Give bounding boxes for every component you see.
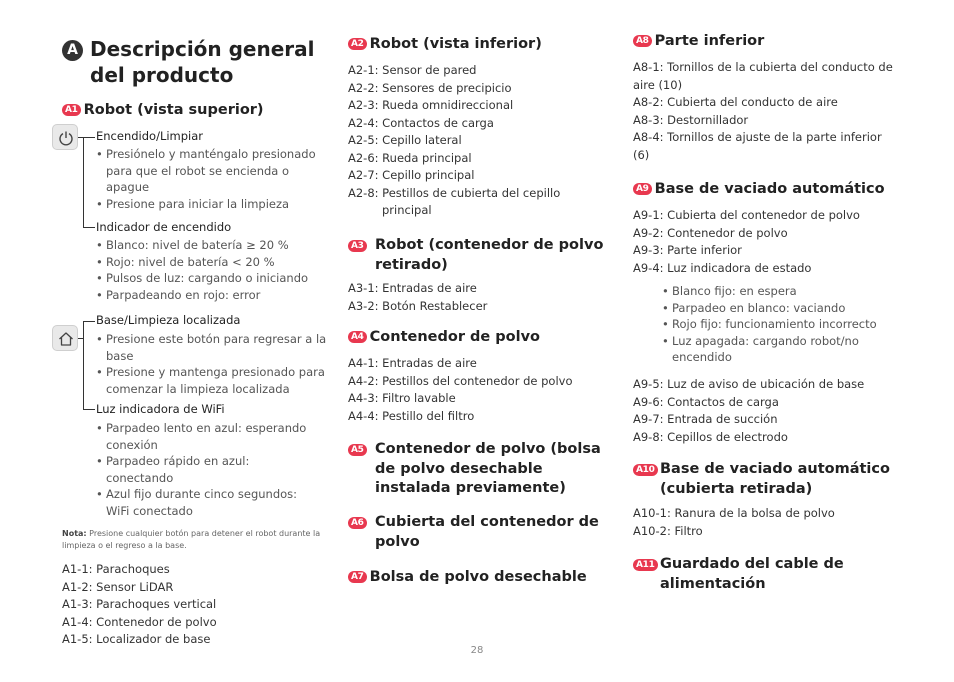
connector-line xyxy=(83,409,95,410)
list-item: A2-8: Pestillos de cubierta del cepillo principal xyxy=(348,185,561,217)
home-icon xyxy=(58,331,74,347)
item-list xyxy=(633,207,901,277)
power-icon xyxy=(58,130,74,146)
list-item: • Presione este botón para regresar a la base xyxy=(96,331,328,364)
list-item: A8-3: Destornillador xyxy=(633,112,749,127)
power-button-diagram xyxy=(52,124,78,150)
list-item: A1-3: Parachoques vertical xyxy=(62,597,217,611)
connector-line xyxy=(83,227,95,228)
connector-line xyxy=(83,137,84,228)
section-title: Robot (vista superior) xyxy=(83,102,264,118)
list-item: A2-2: Sensores de precipicio xyxy=(348,80,512,95)
section-a3-heading xyxy=(348,236,610,275)
section-title: Contenedor de polvo (bolsa de polvo desechable instalada previamente) xyxy=(375,441,601,496)
list-item: • Blanco: nivel de batería ≥ 20 % xyxy=(96,237,328,254)
home-button-diagram xyxy=(52,325,78,351)
section-title: Base de vaciado automático (cubierta retirada) xyxy=(660,461,890,497)
list-item: A2-1: Sensor de pared xyxy=(348,63,477,77)
list-item: A4-2: Pestillos del contenedor de polvo xyxy=(348,373,573,388)
list-item: A1-1: Parachoques xyxy=(62,562,170,576)
list-item: A3-1: Entradas de aire xyxy=(348,281,477,295)
section-badge: A11 xyxy=(633,559,658,571)
list-item: A9-5: Luz de aviso de ubicación de base xyxy=(633,377,865,391)
section-title: Bolsa de polvo desechable xyxy=(369,569,587,585)
list-item: A9-4: Luz indicadora de estado xyxy=(633,260,812,275)
section-a11-heading xyxy=(633,555,903,594)
list-item: • Parpadeo lento en azul: esperando conexión xyxy=(96,420,318,453)
item-list xyxy=(633,376,901,446)
list-item: A10-2: Filtro xyxy=(633,523,703,538)
list-item: A9-1: Cubierta del contenedor de polvo xyxy=(633,208,860,222)
list-item: A2-4: Contactos de carga xyxy=(348,115,494,130)
button-label: Base/Limpieza localizada xyxy=(96,313,241,327)
bullet-list xyxy=(662,283,892,366)
bullet-list xyxy=(96,420,318,519)
list-item: A9-8: Cepillos de electrodo xyxy=(633,429,788,444)
section-title: Base de vaciado automático xyxy=(654,181,885,197)
item-list xyxy=(348,62,608,220)
section-a1-heading xyxy=(62,101,264,121)
section-badge: A7 xyxy=(348,571,367,583)
item-list xyxy=(62,561,332,649)
section-title: Cubierta del contenedor de polvo xyxy=(375,514,599,550)
list-item: • Rojo: nivel de batería < 20 % xyxy=(96,254,328,271)
indicator-label: Luz indicadora de WiFi xyxy=(96,402,225,416)
list-item: • Parpadeando en rojo: error xyxy=(96,287,328,304)
bullet-list xyxy=(96,146,328,212)
list-item: A8-2: Cubierta del conducto de aire xyxy=(633,95,838,109)
section-badge: A4 xyxy=(348,331,367,343)
list-item: A4-3: Filtro lavable xyxy=(348,391,456,405)
list-item: • Luz apagada: cargando robot/no encendido xyxy=(662,333,892,366)
list-item: A2-6: Rueda principal xyxy=(348,150,472,165)
section-a7-heading xyxy=(348,568,587,588)
section-a4-heading xyxy=(348,328,540,348)
list-item: A1-2: Sensor LiDAR xyxy=(62,579,174,594)
section-badge: A3 xyxy=(348,240,367,252)
connector-line xyxy=(83,321,95,322)
list-item: • Rojo fijo: funcionamiento incorrecto xyxy=(662,316,892,333)
list-item: A2-5: Cepillo lateral xyxy=(348,133,462,147)
bullet-list xyxy=(96,237,328,303)
connector-line xyxy=(83,137,95,138)
list-item: • Blanco fijo: en espera xyxy=(662,283,892,300)
list-item: A2-3: Rueda omnidireccional xyxy=(348,98,514,112)
connector-line xyxy=(83,321,84,410)
section-badge: A1 xyxy=(62,104,81,116)
list-item: • Presione para iniciar la limpieza xyxy=(96,196,328,213)
section-badge: A8 xyxy=(633,35,652,47)
page-title: Descripción general del producto xyxy=(90,37,315,87)
list-item: A2-7: Cepillo principal xyxy=(348,168,475,182)
list-item: • Parpadeo en blanco: vaciando xyxy=(662,300,892,317)
indicator-label: Indicador de encendido xyxy=(96,220,232,234)
list-item: A1-5: Localizador de base xyxy=(62,632,211,646)
section-badge: A10 xyxy=(633,464,658,476)
section-letter-badge: A xyxy=(62,40,83,61)
list-item: • Parpadeo rápido en azul: conectando xyxy=(96,453,318,486)
section-title: Parte inferior xyxy=(654,33,765,49)
item-list xyxy=(348,355,608,425)
section-a5-heading xyxy=(348,440,610,499)
bullet-list xyxy=(96,331,328,397)
section-badge: A9 xyxy=(633,183,652,195)
item-list xyxy=(633,59,901,164)
list-item: A1-4: Contenedor de polvo xyxy=(62,614,217,629)
note xyxy=(62,528,332,552)
section-a9-heading xyxy=(633,180,885,200)
section-title: Contenedor de polvo xyxy=(369,329,541,345)
list-item: A8-1: Tornillos de la cubierta del conducto de aire (10) xyxy=(633,60,893,92)
list-item: • Presiónelo y manténgalo presionado para que el robot se encienda o apague xyxy=(96,146,328,196)
section-a2-heading xyxy=(348,35,542,55)
list-item: • Presione y mantenga presionado para comenzar la limpieza localizada xyxy=(96,364,328,397)
list-item: A9-6: Contactos de carga xyxy=(633,394,779,409)
section-title: Guardado del cable de alimentación xyxy=(660,556,844,592)
list-item: A9-7: Entrada de succión xyxy=(633,412,778,426)
list-item: A10-1: Ranura de la bolsa de polvo xyxy=(633,506,835,520)
note-label: Nota: xyxy=(62,529,87,538)
section-title: Robot (contenedor de polvo retirado) xyxy=(375,237,604,273)
list-item: A3-2: Botón Restablecer xyxy=(348,298,488,313)
section-a10-heading xyxy=(633,460,903,499)
item-list xyxy=(348,280,608,315)
section-badge: A6 xyxy=(348,517,367,529)
list-item: A9-3: Parte inferior xyxy=(633,243,742,257)
list-item: A9-2: Contenedor de polvo xyxy=(633,225,788,240)
list-item: • Pulsos de luz: cargando o iniciando xyxy=(96,270,328,287)
page-number: 28 xyxy=(470,645,484,656)
section-badge: A5 xyxy=(348,444,367,456)
section-title: Robot (vista inferior) xyxy=(369,36,542,52)
item-list xyxy=(633,505,901,540)
note-text: Presione cualquier botón para detener el robot durante la limpieza o el regreso a la base. xyxy=(62,529,321,550)
section-a6-heading xyxy=(348,513,610,552)
list-item: A4-4: Pestillo del filtro xyxy=(348,408,475,423)
list-item: A8-4: Tornillos de ajuste de la parte inferior (6) xyxy=(633,130,882,162)
section-a8-heading xyxy=(633,32,764,52)
list-item: A4-1: Entradas de aire xyxy=(348,356,477,370)
section-badge: A2 xyxy=(348,38,367,50)
list-item: • Azul fijo durante cinco segundos: WiFi conectado xyxy=(96,486,318,519)
button-label: Encendido/Limpiar xyxy=(96,129,204,143)
